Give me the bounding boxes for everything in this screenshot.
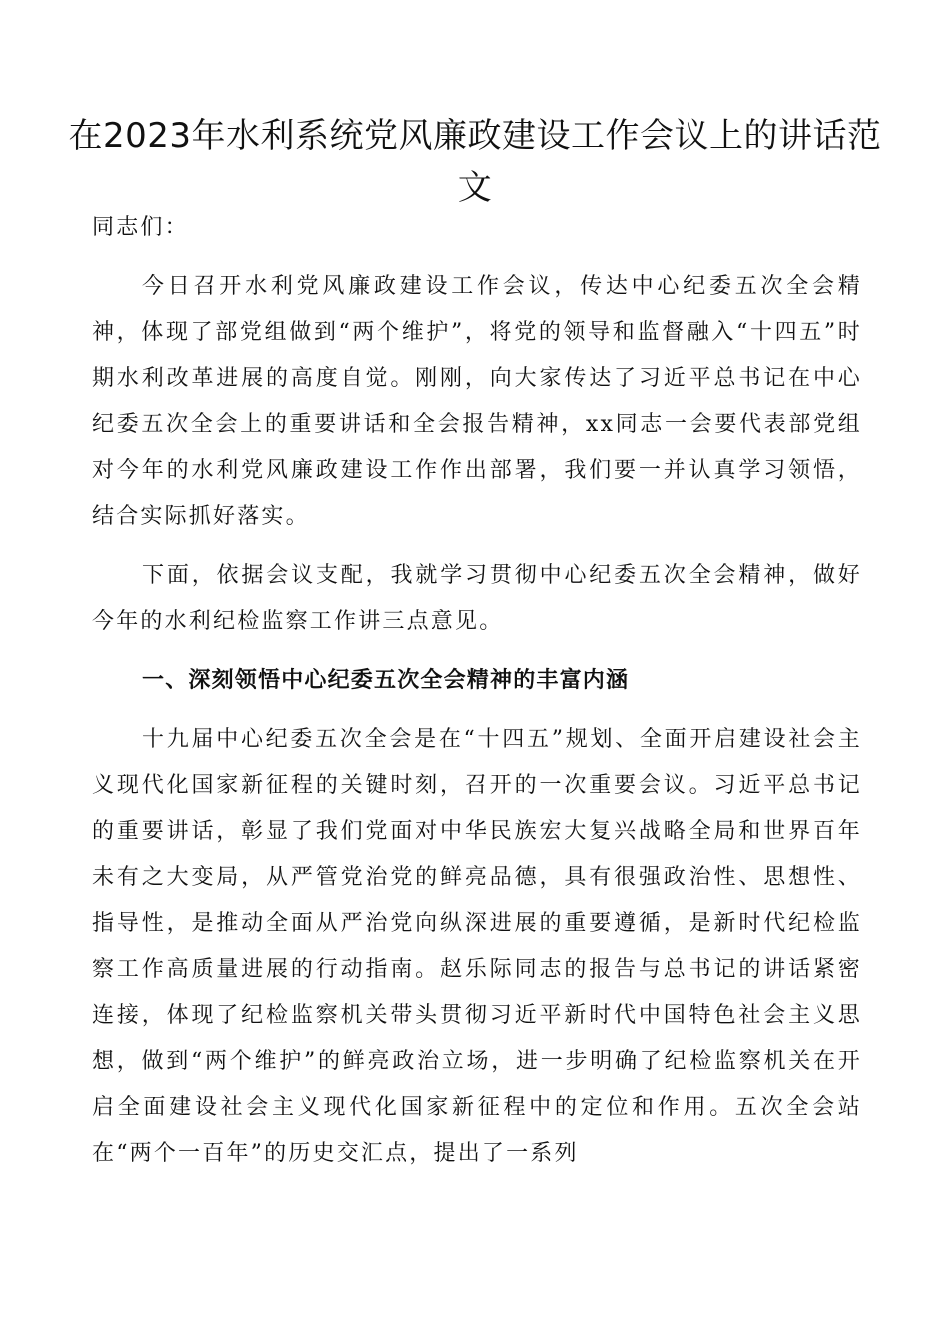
section-1-paragraph: 十九届中心纪委五次全会是在“十四五”规划、全面开启建设社会主义现代化国家新征程的关键时刻，召开的一次重要会议。习近平总书记的重要讲话，彰显了我们党面对中华民族宏大复兴战略全局和世界百年未有之大变局，从严管党治党的鲜亮品德，具有很强政治性、思想性、指导性，是推动全面从严治党向纵深进展的重要遵循，是新时代纪检监察工作高质量进展的行动指南。赵乐际同志的报告与总书记的讲话紧密连接，体现了纪检监察机关带头贯彻习近平新时代中国特色社会主义思想，做到“两个维护”的鲜亮政治立场，进一步明确了纪检监察机关在开启全面建设社会主义现代化国家新征程中的定位和作用。五次全会站在“两个一百年”的历史交汇点，提出了一系列 [92,727,862,1166]
paragraph-intro: 今日召开水利党风廉政建设工作会议，传达中心纪委五次全会精神，体现了部党组做到“两个维护”，将党的领导和监督融入“十四五”时期水利改革进展的高度自觉。刚刚，向大家传达了习近平总书记在中心纪委五次全会上的重要讲话和全会报告精神，xx同志一会要代表部党组对今年的水利党风廉政建设工作作出部署，我们要一并认真学习领悟，结合实际抓好落实。 [92,274,862,529]
document-title: 在2023年水利系统党风廉政建设工作会议上的讲话范文 [68,116,882,208]
section-heading-1: 一、深刻领悟中心纪委五次全会精神的丰富内涵 [142,668,630,693]
paragraph-outline: 下面，依据会议支配，我就学习贯彻中心纪委五次全会精神，做好今年的水利纪检监察工作讲三点意见。 [92,563,862,634]
salutation: 同志们： [92,215,189,240]
document-body [92,205,862,1190]
